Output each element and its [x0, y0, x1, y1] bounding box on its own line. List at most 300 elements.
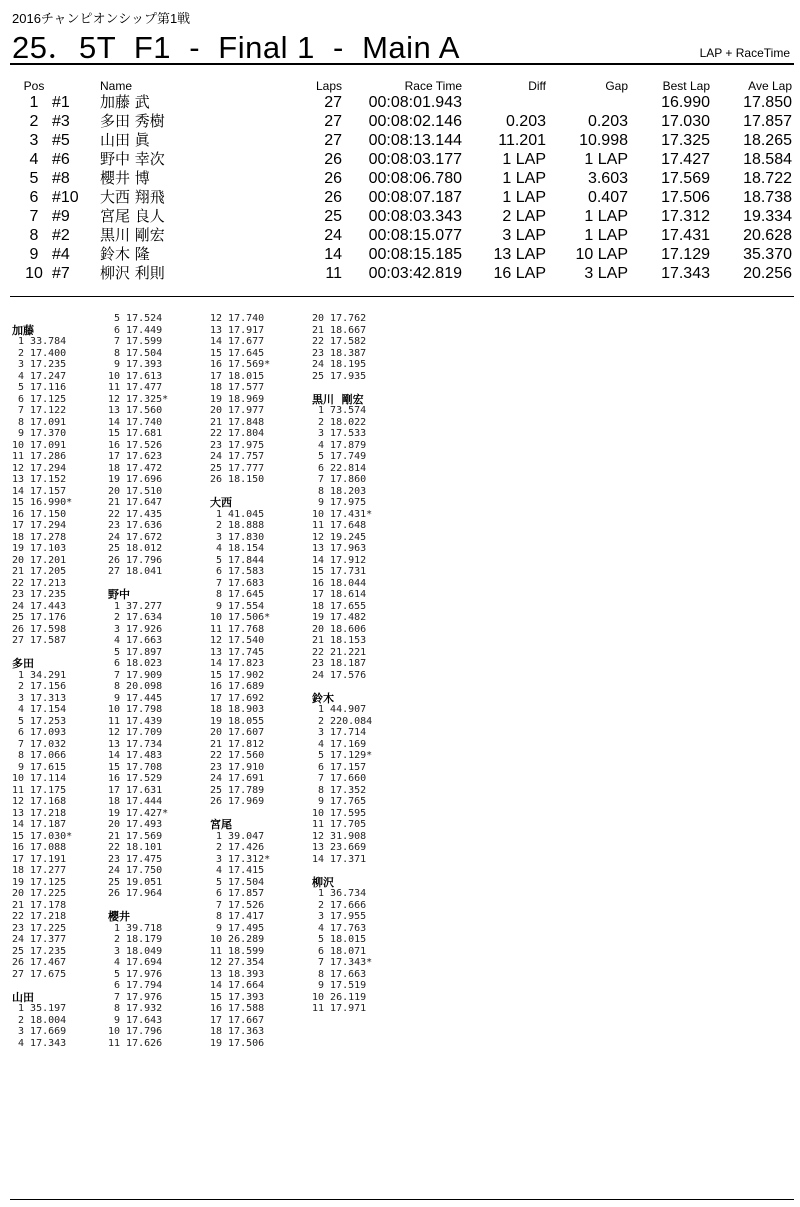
- lap-time: 24 17.750: [108, 865, 163, 876]
- lap-time: 20 17.977: [210, 405, 265, 416]
- driver-lap-header: 加藤: [12, 323, 34, 337]
- lap-time: 18 17.278: [12, 531, 67, 543]
- cell-ave-lap: 18.584: [743, 151, 792, 168]
- lap-time: 3 17.313: [12, 692, 67, 704]
- lap-time: 13 17.152: [12, 474, 67, 485]
- lap-time: 19 18.055: [210, 715, 265, 727]
- col-gap: Gap: [605, 79, 628, 93]
- cell-laps: 26: [324, 151, 342, 168]
- lap-time: 11 17.175: [12, 784, 67, 796]
- table-row: [16, 188, 792, 207]
- cell-gap: 0.203: [587, 113, 628, 130]
- lap-time: 3 17.926: [108, 623, 163, 635]
- lap-time: 11 17.477: [108, 382, 163, 393]
- lap-time: 6 17.093: [12, 727, 67, 738]
- lap-time: 17 17.631: [108, 784, 163, 796]
- table-rule: [10, 296, 794, 297]
- cell-diff: 16 LAP: [493, 265, 546, 282]
- lap-time: 6 17.794: [108, 980, 163, 991]
- lap-time: 2 17.400: [12, 347, 67, 359]
- lap-time: 15 17.393: [210, 991, 265, 1003]
- lap-time: 16 17.088: [12, 842, 67, 853]
- cell-race-time: 00:08:06.780: [368, 170, 462, 187]
- lap-time: 21 18.153: [312, 635, 367, 646]
- lap-time: 21 17.848: [210, 416, 265, 428]
- cell-name: 柳沢 利則: [100, 264, 165, 282]
- cell-best-lap: 16.990: [661, 94, 710, 111]
- cell-pos: 8: [29, 227, 39, 244]
- lap-time: 12 17.325*: [108, 393, 169, 405]
- cell-diff: 0.203: [505, 113, 546, 130]
- lap-time: 20 17.607: [210, 727, 265, 738]
- cell-ave-lap: 35.370: [743, 246, 792, 263]
- col-name: Name: [100, 79, 133, 93]
- lap-time: 6 17.857: [210, 888, 265, 899]
- cell-gap: 3 LAP: [584, 265, 628, 282]
- cell-pos: 7: [29, 208, 39, 225]
- lap-time: 2 17.156: [12, 681, 67, 692]
- lap-time: 14 17.371: [312, 853, 367, 865]
- cell-best-lap: 17.129: [661, 246, 710, 263]
- lap-time: 25 19.051: [108, 876, 163, 888]
- lap-time: 11 17.768: [210, 623, 265, 635]
- lap-time: 3 17.955: [312, 911, 367, 922]
- lap-time: 4 17.663: [108, 635, 163, 646]
- lap-time: 3 18.049: [108, 945, 163, 957]
- lap-time: 10 26.119: [312, 991, 367, 1003]
- lap-time: 4 17.694: [108, 957, 163, 968]
- results-body: [16, 93, 792, 283]
- lap-time: 7 17.683: [210, 577, 265, 589]
- lap-time: 21 17.178: [12, 899, 67, 911]
- cell-best-lap: 17.431: [661, 227, 710, 244]
- col-race-time: Race Time: [404, 79, 462, 93]
- lap-time: 5 17.129*: [312, 750, 373, 761]
- lap-time: 14 17.664: [210, 980, 265, 991]
- lap-time: 25 18.012: [108, 543, 163, 554]
- lap-time: 10 17.798: [108, 704, 163, 715]
- cell-laps: 14: [324, 246, 342, 263]
- lap-time: 4 17.154: [12, 704, 67, 715]
- lap-time: 16 17.526: [108, 439, 163, 451]
- footer-rule: [10, 1199, 794, 1200]
- lap-time: 4 17.343: [12, 1037, 67, 1049]
- lap-time: 9 17.554: [210, 600, 265, 612]
- cell-best-lap: 17.506: [661, 189, 710, 206]
- lap-time: 3 17.830: [210, 531, 265, 543]
- lap-time: 14 17.823: [210, 658, 265, 669]
- lap-time: 16 17.689: [210, 681, 265, 692]
- event-name: 2016チャンピオンシップ第1戦: [12, 11, 191, 26]
- lap-time: 22 21.221: [312, 646, 367, 658]
- lap-time: 24 17.443: [12, 600, 67, 612]
- lap-time: 23 17.975: [210, 439, 265, 451]
- lap-time: 10 17.506*: [210, 612, 271, 623]
- lap-time: 12 17.540: [210, 635, 265, 646]
- lap-time: 11 17.705: [312, 819, 367, 830]
- cell-number: #7: [52, 265, 70, 282]
- lap-time: 7 17.599: [108, 336, 163, 347]
- lap-time: 13 18.393: [210, 968, 265, 980]
- lap-time: 7 17.343*: [312, 957, 373, 968]
- cell-gap: 0.407: [587, 189, 628, 206]
- lap-time: 13 23.669: [312, 842, 367, 853]
- lap-time: 20 17.225: [12, 888, 67, 899]
- lap-time: 8 17.504: [108, 347, 163, 359]
- lap-time: 24 17.757: [210, 451, 265, 462]
- cell-gap: 1 LAP: [584, 208, 628, 225]
- lap-time: 10 26.289: [210, 934, 265, 945]
- lap-time: 5 17.844: [210, 554, 265, 566]
- cell-number: #3: [52, 113, 70, 130]
- lap-time: 17 18.614: [312, 589, 367, 600]
- lap-time: 8 17.066: [12, 750, 67, 761]
- lap-time: 19 18.969: [210, 393, 265, 405]
- lap-time: 13 17.745: [210, 646, 265, 658]
- lap-time: 9 17.975: [312, 497, 367, 508]
- lap-time: 21 17.647: [108, 497, 163, 508]
- cell-name: 山田 眞: [100, 131, 150, 149]
- lap-time: 1 35.197: [12, 1003, 67, 1014]
- lap-time: 19 17.506: [210, 1037, 265, 1049]
- lap-time: 20 17.493: [108, 819, 163, 830]
- lap-time: 16 17.529: [108, 773, 163, 784]
- cell-race-time: 00:08:03.177: [368, 151, 462, 168]
- driver-lap-header: 大西: [210, 496, 232, 509]
- lap-time: 26 17.598: [12, 623, 67, 635]
- cell-gap: 10.998: [579, 132, 628, 149]
- cell-pos: 5: [29, 170, 39, 187]
- lap-column-1: [12, 313, 72, 1049]
- cell-laps: 26: [324, 170, 342, 187]
- lap-time: 26 17.969: [210, 796, 265, 807]
- lap-time: 12 17.168: [12, 796, 67, 807]
- lap-time: 16 18.044: [312, 577, 367, 589]
- cell-diff: 3 LAP: [502, 227, 546, 244]
- table-row: [16, 150, 792, 169]
- cell-race-time: 00:08:07.187: [368, 189, 462, 206]
- cell-race-time: 00:08:02.146: [368, 113, 462, 130]
- cell-diff: 13 LAP: [493, 246, 546, 263]
- lap-time: 12 17.740: [210, 313, 265, 324]
- cell-race-time: 00:08:01.943: [368, 94, 462, 111]
- col-best-lap: Best Lap: [662, 79, 710, 93]
- spacer: [312, 681, 372, 693]
- cell-name: 多田 秀樹: [100, 112, 165, 130]
- lap-time: 5 17.253: [12, 715, 67, 727]
- lap-time: 18 17.655: [312, 600, 367, 612]
- lap-time: 20 17.510: [108, 485, 163, 497]
- lap-time: 26 17.964: [108, 888, 163, 899]
- lap-time: 10 17.796: [108, 1026, 163, 1037]
- lap-time: 6 17.583: [210, 566, 265, 577]
- lap-time: 9 17.643: [108, 1014, 163, 1026]
- lap-time: 23 17.475: [108, 853, 163, 865]
- lap-time: 22 17.218: [12, 911, 67, 922]
- cell-name: 加藤 武: [100, 93, 150, 111]
- lap-time: 10 17.613: [108, 370, 163, 382]
- spacer: [312, 865, 372, 877]
- lap-time: 22 17.804: [210, 428, 265, 439]
- lap-time: 2 17.666: [312, 899, 367, 911]
- lap-time: 16 17.588: [210, 1003, 265, 1014]
- cell-ave-lap: 20.256: [743, 265, 792, 282]
- lap-time: 3 17.669: [12, 1026, 67, 1037]
- lap-time: 17 17.667: [210, 1014, 265, 1026]
- lap-time: 9 17.370: [12, 428, 67, 439]
- lap-time: 14 17.912: [312, 554, 367, 566]
- cell-race-time: 00:08:15.077: [368, 227, 462, 244]
- cell-race-time: 00:03:42.819: [368, 265, 462, 282]
- lap-time: 27 17.675: [12, 968, 67, 980]
- lap-time: 10 17.431*: [312, 508, 373, 520]
- race-title: 25．5T F1 - Final 1 - Main A: [12, 30, 460, 65]
- cell-pos: 3: [29, 132, 39, 149]
- cell-number: #5: [52, 132, 70, 149]
- lap-time: 9 17.615: [12, 761, 67, 773]
- lap-time: 6 17.125: [12, 393, 67, 405]
- lap-time: 15 16.990*: [12, 497, 73, 508]
- lap-time: 14 17.187: [12, 819, 67, 830]
- lap-time: 14 17.157: [12, 485, 67, 497]
- cell-best-lap: 17.030: [661, 113, 710, 130]
- lap-time: 27 18.041: [108, 566, 163, 577]
- cell-race-time: 00:08:13.144: [368, 132, 462, 149]
- cell-gap: 1 LAP: [584, 227, 628, 244]
- lap-time: 19 17.482: [312, 612, 367, 623]
- lap-time: 1 41.045: [210, 508, 265, 520]
- lap-time: 4 17.169: [312, 738, 367, 750]
- driver-lap-header: 鈴木: [312, 691, 334, 705]
- lap-time: 8 17.932: [108, 1003, 163, 1014]
- lap-time: 5 17.897: [108, 646, 163, 658]
- driver-lap-header: 黒川 剛宏: [312, 392, 364, 406]
- lap-time: 7 17.860: [312, 474, 367, 485]
- lap-time: 10 17.114: [12, 773, 67, 784]
- lap-time: 8 17.645: [210, 589, 265, 600]
- lap-time: 11 17.626: [108, 1037, 163, 1049]
- lap-time: 4 17.763: [312, 922, 367, 934]
- lap-time: 9 17.765: [312, 796, 367, 807]
- cell-laps: 24: [324, 227, 342, 244]
- lap-time: 23 18.187: [312, 658, 367, 669]
- lap-time: 8 18.203: [312, 485, 367, 497]
- cell-gap: 1 LAP: [584, 151, 628, 168]
- cell-gap: 3.603: [587, 170, 628, 187]
- lap-time: 12 17.294: [12, 462, 67, 474]
- lap-time: 7 17.032: [12, 738, 67, 750]
- lap-time: 26 17.796: [108, 554, 163, 566]
- lap-time: 25 17.235: [12, 945, 67, 957]
- cell-laps: 26: [324, 189, 342, 206]
- lap-time: 13 17.917: [210, 324, 265, 336]
- lap-time: 19 17.427*: [108, 807, 169, 819]
- lap-time: 23 17.636: [108, 520, 163, 531]
- cell-number: #8: [52, 170, 70, 187]
- cell-race-time: 00:08:15.185: [368, 246, 462, 263]
- lap-time: 12 17.709: [108, 727, 163, 738]
- lap-time: 1 36.734: [312, 888, 367, 899]
- lap-time: 5 17.116: [12, 382, 67, 393]
- lap-time: 7 17.660: [312, 773, 367, 784]
- lap-column-3: [210, 313, 270, 1049]
- cell-pos: 1: [29, 94, 39, 111]
- spacer: [312, 382, 372, 394]
- cell-ave-lap: 19.334: [743, 208, 792, 225]
- lap-time: 2 18.004: [12, 1014, 67, 1026]
- lap-time: 15 17.030*: [12, 830, 73, 842]
- lap-time: 2 18.022: [312, 416, 367, 428]
- cell-number: #9: [52, 208, 70, 225]
- cell-diff: 1 LAP: [502, 170, 546, 187]
- table-row: [16, 112, 792, 131]
- lap-time: 24 18.195: [312, 359, 367, 370]
- lap-time: 9 17.393: [108, 359, 163, 370]
- lap-time: 13 17.963: [312, 543, 367, 554]
- col-diff: Diff: [528, 79, 546, 93]
- lap-time: 18 17.472: [108, 462, 163, 474]
- cell-diff: 1 LAP: [502, 151, 546, 168]
- lap-time: 25 17.176: [12, 612, 67, 623]
- lap-time: 6 22.814: [312, 462, 367, 474]
- lap-time: 6 17.449: [108, 324, 163, 336]
- cell-diff: 1 LAP: [502, 189, 546, 206]
- driver-lap-header: 宮尾: [210, 818, 232, 831]
- header-rule: [10, 63, 794, 65]
- cell-pos: 2: [29, 113, 39, 130]
- lap-time: 15 17.708: [108, 761, 163, 773]
- cell-number: #1: [52, 94, 70, 111]
- lap-time: 8 17.417: [210, 911, 265, 922]
- lap-time: 2 17.634: [108, 612, 163, 623]
- lap-time: 23 17.910: [210, 761, 265, 773]
- cell-gap: 10 LAP: [575, 246, 628, 263]
- lap-time: 24 17.672: [108, 531, 163, 543]
- cell-number: #10: [52, 189, 79, 206]
- lap-time: 5 18.015: [312, 934, 367, 945]
- lap-time: 11 18.599: [210, 945, 265, 957]
- lap-time: 8 17.663: [312, 968, 367, 980]
- lap-time: 21 18.667: [312, 324, 367, 336]
- lap-column-4: [312, 313, 372, 1015]
- lap-time: 18 17.577: [210, 382, 265, 393]
- cell-ave-lap: 18.722: [743, 170, 792, 187]
- lap-time: 1 44.907: [312, 704, 367, 715]
- lap-time: 8 17.352: [312, 784, 367, 796]
- cell-gap: [546, 93, 628, 112]
- lap-time: 3 17.312*: [210, 853, 271, 865]
- lap-time: 15 17.731: [312, 566, 367, 577]
- lap-time: 19 17.696: [108, 474, 163, 485]
- report-type: LAP + RaceTime: [699, 46, 790, 60]
- lap-time: 25 17.789: [210, 784, 265, 796]
- lap-time: 18 17.444: [108, 796, 163, 807]
- cell-best-lap: 17.312: [661, 208, 710, 225]
- lap-time: 21 17.205: [12, 566, 67, 577]
- table-row: [16, 245, 792, 264]
- cell-name: 黒川 剛宏: [100, 226, 165, 244]
- lap-time: 5 17.749: [312, 451, 367, 462]
- table-row: [16, 169, 792, 188]
- lap-column-2: [108, 313, 168, 1049]
- lap-time: 9 17.519: [312, 980, 367, 991]
- lap-time: 3 17.235: [12, 359, 67, 370]
- lap-time: 24 17.377: [12, 934, 67, 945]
- cell-laps: 27: [324, 94, 342, 111]
- lap-time: 24 17.691: [210, 773, 265, 784]
- lap-time: 19 17.125: [12, 876, 67, 888]
- lap-time: 7 17.526: [210, 899, 265, 911]
- lap-time: 22 17.213: [12, 577, 67, 589]
- lap-time: 22 17.560: [210, 750, 265, 761]
- lap-time: 20 18.606: [312, 623, 367, 635]
- lap-time: 21 17.569: [108, 830, 163, 842]
- lap-time: 6 18.071: [312, 945, 367, 957]
- lap-time: 4 17.247: [12, 370, 67, 382]
- lap-time: 1 73.574: [312, 405, 367, 416]
- lap-time: 2 220.084: [312, 715, 373, 727]
- cell-name: 宮尾 良人: [100, 207, 165, 225]
- lap-time: 1 33.784: [12, 336, 67, 347]
- cell-ave-lap: 20.628: [743, 227, 792, 244]
- lap-time: 11 17.286: [12, 451, 67, 462]
- cell-name: 櫻井 博: [100, 169, 150, 187]
- lap-time: 10 17.595: [312, 807, 367, 819]
- lap-time: 20 17.201: [12, 554, 67, 566]
- lap-time: 1 39.047: [210, 830, 265, 842]
- cell-ave-lap: 17.850: [743, 94, 792, 111]
- lap-time: 13 17.560: [108, 405, 163, 416]
- col-pos: Pos: [23, 79, 45, 93]
- lap-time: 25 17.935: [312, 370, 367, 382]
- lap-time: 14 17.483: [108, 750, 163, 761]
- lap-time: 17 17.692: [210, 692, 265, 704]
- lap-time: 13 17.734: [108, 738, 163, 750]
- cell-pos: 6: [29, 189, 39, 206]
- lap-time: 26 17.467: [12, 957, 67, 968]
- cell-number: #6: [52, 151, 70, 168]
- driver-lap-header: 櫻井: [108, 910, 130, 923]
- driver-lap-header: 野中: [108, 588, 130, 601]
- cell-laps: 27: [324, 132, 342, 149]
- lap-time: 1 34.291: [12, 669, 67, 681]
- lap-time: 4 18.154: [210, 543, 265, 554]
- lap-time: 7 17.909: [108, 669, 163, 681]
- lap-time: 23 17.235: [12, 589, 67, 600]
- lap-time: 25 17.777: [210, 462, 265, 474]
- lap-time: 8 20.098: [108, 681, 163, 692]
- table-row: [16, 226, 792, 245]
- lap-time: 3 17.714: [312, 727, 367, 738]
- cell-diff: 2 LAP: [502, 208, 546, 225]
- results-table: [16, 78, 792, 283]
- lap-time: 17 18.015: [210, 370, 265, 382]
- cell-number: #2: [52, 227, 70, 244]
- driver-lap-header: 多田: [12, 657, 34, 670]
- lap-time: 15 17.902: [210, 669, 265, 681]
- lap-time: 18 17.277: [12, 865, 67, 876]
- cell-name: 野中 幸次: [100, 150, 165, 168]
- cell-laps: 25: [324, 208, 342, 225]
- spacer: [12, 313, 72, 325]
- lap-time: 4 17.415: [210, 865, 265, 876]
- table-row: [16, 207, 792, 226]
- cell-ave-lap: 18.265: [743, 132, 792, 149]
- lap-time: 22 17.435: [108, 508, 163, 520]
- table-row: [16, 93, 792, 112]
- cell-best-lap: 17.325: [661, 132, 710, 149]
- lap-time: 17 17.191: [12, 853, 67, 865]
